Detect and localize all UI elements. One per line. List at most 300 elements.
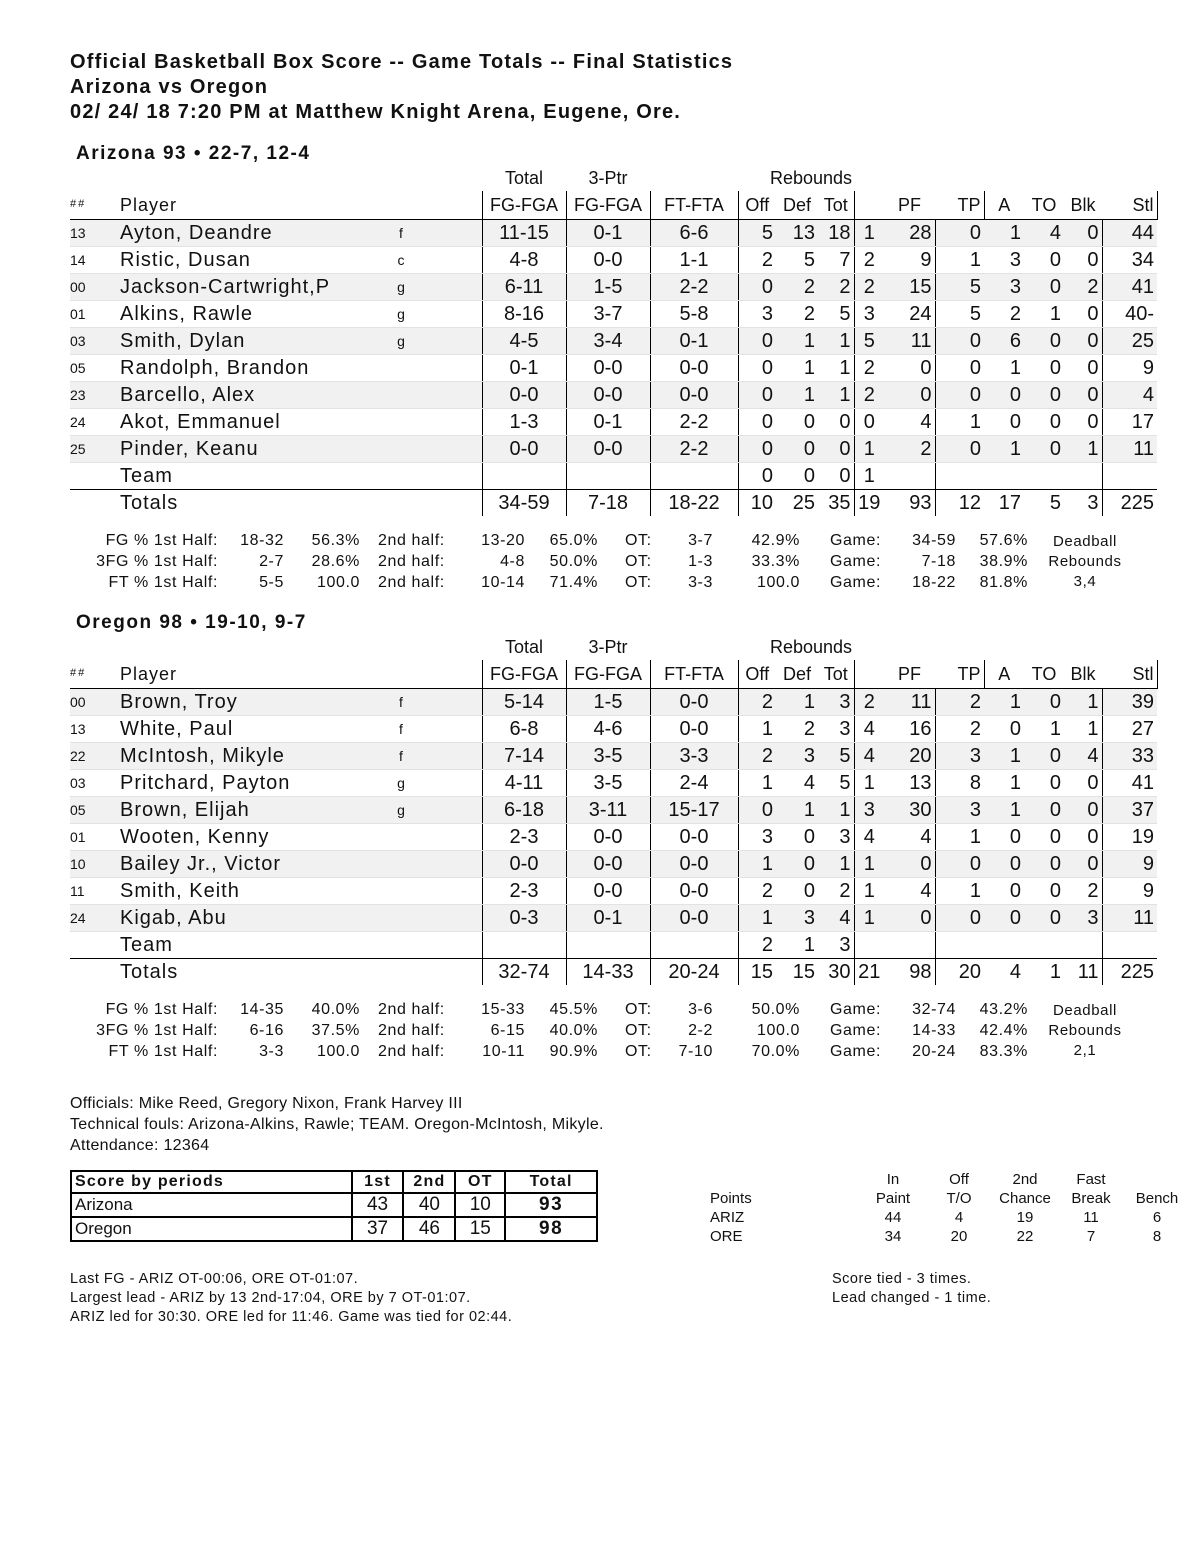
blocks: 0 (1024, 409, 1064, 436)
personal-fouls: 2 (854, 247, 884, 274)
jersey-number: 10 (70, 851, 116, 878)
points-value: 11 (1083, 1209, 1099, 1226)
tot-reb: 3 (818, 824, 854, 851)
spacer (410, 328, 482, 355)
player-name: Smith, Keith (116, 878, 392, 905)
minutes: 11 (1102, 905, 1157, 932)
turnovers: 1 (984, 797, 1024, 824)
tot-reb: 3 (818, 689, 854, 716)
total-label: Total (504, 168, 544, 188)
ot-pct: 70.0% (751, 1043, 800, 1060)
player-name: Brown, Troy (116, 689, 392, 716)
first-half-pct: 100.0 (316, 574, 360, 591)
ft-fta: 1-1 (650, 247, 738, 274)
player-name: White, Paul (116, 716, 392, 743)
spacer (482, 932, 566, 959)
deadball-value: 3,4 (1073, 573, 1097, 590)
personal-fouls: 1 (854, 436, 884, 463)
lead-changed: Lead changed - 1 time. (832, 1290, 992, 1306)
spacer (410, 797, 482, 824)
blocks: 0 (1024, 878, 1064, 905)
steals: 0 (1064, 382, 1102, 409)
spacer (884, 463, 935, 490)
tot-reb: 2 (818, 878, 854, 905)
ft-fta: 18-22 (650, 490, 738, 517)
tot-reb: 3 (818, 932, 854, 959)
second-half-made: 10-14 (481, 574, 525, 591)
ft-fta: 2-2 (650, 436, 738, 463)
game-made: 7-18 (921, 553, 956, 570)
fg3-fga: 3-4 (566, 328, 650, 355)
fg3-fga: 0-0 (566, 247, 650, 274)
col-blk: Blk (1064, 660, 1102, 689)
assists: 3 (935, 797, 984, 824)
turnovers: 0 (984, 409, 1024, 436)
game-pct: 57.6% (979, 532, 1028, 549)
turnovers: 2 (984, 301, 1024, 328)
personal-fouls: 21 (858, 961, 881, 983)
off-reb: 0 (738, 328, 776, 355)
def-reb: 25 (792, 492, 815, 514)
col-num: ## (70, 191, 116, 220)
col-player: Player (116, 191, 392, 220)
fg3-fga: 0-0 (566, 878, 650, 905)
minutes: 225 (1120, 961, 1155, 983)
minutes: 225 (1120, 492, 1155, 514)
score-total: 98 (505, 1217, 597, 1241)
total-label: Total (504, 637, 544, 657)
second-half-pct: 90.9% (549, 1043, 598, 1060)
tot-reb: 5 (818, 770, 854, 797)
second-half-label: 2nd half: (378, 1022, 445, 1039)
ot-made: 2-2 (688, 1022, 713, 1039)
col-def: Def (776, 191, 818, 220)
spacer (884, 932, 935, 959)
total-points: 30 (884, 797, 935, 824)
score-row-oregon (71, 1217, 597, 1241)
period-total-label: Total (505, 1171, 597, 1193)
personal-fouls: 1 (854, 463, 884, 490)
game-pct: 38.9% (979, 553, 1028, 570)
oregon-percentages (70, 1001, 1140, 1067)
score-by-periods-table (70, 1170, 598, 1242)
second-half-pct: 45.5% (549, 1001, 598, 1018)
blocks: 0 (1024, 274, 1064, 301)
three-ptr-label: 3-Ptr (588, 168, 628, 188)
three-ptr-label: 3-Ptr (588, 637, 628, 657)
deadball-label: Deadball (1052, 1002, 1117, 1019)
ft-fta: 0-1 (650, 328, 738, 355)
player-row (70, 382, 1157, 409)
position (392, 878, 410, 905)
player-name: Pinder, Keanu (116, 436, 392, 463)
position: c (392, 247, 410, 274)
spacer (70, 959, 116, 986)
spacer (410, 905, 482, 932)
blocks: 0 (1024, 247, 1064, 274)
def-reb: 0 (776, 878, 818, 905)
pct-label: FG % 1st Half: (105, 1001, 218, 1018)
steals: 0 (1064, 851, 1102, 878)
jersey-number: 05 (70, 355, 116, 382)
jersey-number: 14 (70, 247, 116, 274)
steals: 0 (1064, 301, 1102, 328)
first-half-pct: 56.3% (311, 532, 360, 549)
steals: 0 (1064, 355, 1102, 382)
def-reb: 0 (776, 409, 818, 436)
points-value: 4 (954, 1209, 964, 1226)
steals: 0 (1064, 247, 1102, 274)
points-value: 19 (1016, 1209, 1034, 1226)
minutes: 40- (1102, 301, 1157, 328)
personal-fouls: 1 (854, 905, 884, 932)
personal-fouls: 3 (854, 301, 884, 328)
col-tot: Tot (818, 191, 854, 220)
spacer (70, 490, 116, 517)
col-blk: Blk (1064, 191, 1102, 220)
player-row (70, 689, 1157, 716)
minutes: 11 (1102, 436, 1157, 463)
fg-fga: 6-8 (482, 716, 566, 743)
pct-row-fg3 (70, 1022, 1130, 1043)
score-by-periods-label: Score by periods (71, 1171, 352, 1193)
tot-reb: 4 (818, 905, 854, 932)
player-name: Bailey Jr., Victor (116, 851, 392, 878)
turnovers: 1 (984, 743, 1024, 770)
col-fg: FG-FGA (482, 660, 566, 689)
tot-reb: 2 (818, 274, 854, 301)
stl-label: Stl (1132, 664, 1154, 684)
points-header-line2: Paint (875, 1190, 911, 1207)
tot-reb: 0 (818, 409, 854, 436)
off-reb: 2 (738, 932, 776, 959)
game-label: Game: (830, 553, 882, 570)
turnovers: 3 (984, 247, 1024, 274)
col-num: ## (70, 660, 116, 689)
assists: 12 (958, 492, 982, 514)
col-to: TO (1024, 660, 1064, 689)
ot-made: 7-10 (678, 1043, 713, 1060)
steals: 0 (1064, 328, 1102, 355)
totals-label: Totals (120, 961, 179, 983)
points-value: 44 (884, 1209, 902, 1226)
off-reb: 2 (738, 689, 776, 716)
tot-reb: 7 (818, 247, 854, 274)
spacer (410, 274, 482, 301)
steals: 1 (1064, 436, 1102, 463)
matchup: Arizona vs Oregon (70, 76, 269, 98)
steals: 1 (1064, 689, 1102, 716)
pct-label: FG % 1st Half: (105, 532, 218, 549)
minutes: 4 (1102, 382, 1157, 409)
second-half-pct: 65.0% (549, 532, 598, 549)
assists: 2 (935, 716, 984, 743)
jersey-number: 01 (70, 301, 116, 328)
total-points: 24 (884, 301, 935, 328)
assists: 0 (935, 220, 984, 247)
spacer (566, 463, 650, 490)
steals: 0 (1064, 824, 1102, 851)
second-half-made: 4-8 (500, 553, 525, 570)
total-points: 4 (884, 824, 935, 851)
tot-reb: 0 (818, 463, 854, 490)
def-reb: 1 (776, 328, 818, 355)
total-points: 98 (884, 959, 935, 986)
points-value: 7 (1086, 1228, 1096, 1245)
player-name: Barcello, Alex (116, 382, 392, 409)
jersey-number: 11 (70, 878, 116, 905)
second-half-made: 13-20 (481, 532, 525, 549)
points-value: 34 (884, 1228, 902, 1245)
jersey-number: 03 (70, 770, 116, 797)
points-header-line1: Off (949, 1171, 969, 1188)
fg-fga: 0-0 (482, 382, 566, 409)
personal-fouls: 1 (854, 220, 884, 247)
spacer (984, 932, 1024, 959)
pct-row-fg3 (70, 553, 1130, 574)
ft-fta: 0-0 (650, 689, 738, 716)
total-points: 2 (884, 436, 935, 463)
first-half-pct: 40.0% (311, 1001, 360, 1018)
minutes: 39 (1102, 689, 1157, 716)
col-off: Off (738, 191, 776, 220)
blocks: 0 (1024, 851, 1064, 878)
game-made: 20-24 (912, 1043, 956, 1060)
def-reb: 2 (776, 716, 818, 743)
off-reb: 0 (738, 797, 776, 824)
def-reb: 1 (776, 355, 818, 382)
off-reb: 1 (738, 716, 776, 743)
spacer (410, 463, 482, 490)
fg3-fga: 4-6 (566, 716, 650, 743)
technical-fouls: Technical fouls: Arizona-Alkins, Rawle; TEAM. Oregon-McIntosh, Mikyle. (70, 1116, 604, 1133)
position: g (392, 797, 410, 824)
second-half-label: 2nd half: (378, 1001, 445, 1018)
total-points: 0 (884, 382, 935, 409)
second-half-made: 6-15 (490, 1022, 525, 1039)
spacer (70, 463, 116, 490)
col-to: TO (1024, 191, 1064, 220)
col-fg3: FG-FGA (566, 660, 650, 689)
off-reb: 1 (738, 770, 776, 797)
blocks: 1 (1024, 716, 1064, 743)
def-reb: 2 (776, 301, 818, 328)
player-row (70, 797, 1157, 824)
first-half-pct: 28.6% (311, 553, 360, 570)
col-off: Off (738, 660, 776, 689)
steals: 0 (1064, 409, 1102, 436)
player-name: Alkins, Rawle (116, 301, 392, 328)
blocks: 0 (1024, 382, 1064, 409)
player-name: McIntosh, Mikyle (116, 743, 392, 770)
def-reb: 0 (776, 851, 818, 878)
game-pct: 42.4% (979, 1022, 1028, 1039)
pct-row-ft (70, 1043, 1130, 1064)
steals: 4 (1064, 743, 1102, 770)
personal-fouls: 0 (854, 409, 884, 436)
spacer (410, 878, 482, 905)
minutes: 37 (1102, 797, 1157, 824)
def-reb: 13 (776, 220, 818, 247)
spacer (410, 716, 482, 743)
steals: 0 (1064, 797, 1102, 824)
steals: 0 (1064, 770, 1102, 797)
ft-fta: 0-0 (650, 355, 738, 382)
spacer (410, 959, 482, 986)
game-label: Game: (830, 532, 882, 549)
personal-fouls: 1 (854, 770, 884, 797)
ot-made: 3-7 (688, 532, 713, 549)
team-row (70, 463, 1157, 490)
spacer (410, 409, 482, 436)
def-reb: 15 (792, 961, 815, 983)
player-name: Randolph, Brandon (116, 355, 392, 382)
off-reb: 3 (738, 301, 776, 328)
personal-fouls: 4 (854, 824, 884, 851)
off-reb: 0 (738, 463, 776, 490)
tot-reb: 3 (818, 716, 854, 743)
tot-reb: 5 (818, 301, 854, 328)
player-name: Pritchard, Payton (116, 770, 392, 797)
fg-fga: 4-11 (482, 770, 566, 797)
spacer (392, 463, 410, 490)
minutes: 44 (1102, 220, 1157, 247)
assists: 0 (935, 355, 984, 382)
ft-fta: 0-0 (650, 824, 738, 851)
player-row (70, 355, 1157, 382)
player-row (70, 716, 1157, 743)
first-half-made: 6-16 (249, 1022, 284, 1039)
pct-row-fg (70, 1001, 1130, 1022)
total-points: 28 (884, 220, 935, 247)
position: f (392, 220, 410, 247)
fg3-fga: 7-18 (566, 490, 650, 517)
total-points: 4 (884, 878, 935, 905)
off-reb: 2 (738, 878, 776, 905)
blocks: 4 (1024, 220, 1064, 247)
player-row (70, 770, 1157, 797)
assists: 0 (935, 328, 984, 355)
ft-fta: 0-0 (650, 382, 738, 409)
tot-reb: 30 (818, 959, 854, 986)
fg-fga: 7-14 (482, 743, 566, 770)
fg3-fga: 0-0 (566, 824, 650, 851)
score-team: Arizona (71, 1193, 352, 1217)
ft-fta: 0-0 (650, 905, 738, 932)
position (392, 409, 410, 436)
ot-label: OT: (625, 1001, 652, 1018)
second-half-pct: 50.0% (549, 553, 598, 570)
player-row (70, 409, 1157, 436)
assists: 1 (935, 878, 984, 905)
spacer (1024, 932, 1064, 959)
fg3-fga: 0-0 (566, 436, 650, 463)
col-fg3: FG-FGA (566, 191, 650, 220)
arizona-box-table (70, 165, 1157, 516)
second-half-label: 2nd half: (378, 553, 445, 570)
period-2-label: 2nd (403, 1171, 455, 1193)
jersey-number: 00 (70, 689, 116, 716)
ft-fta: 5-8 (650, 301, 738, 328)
assists: 0 (935, 851, 984, 878)
ot-pct: 50.0% (751, 1001, 800, 1018)
ft-fta: 0-0 (650, 878, 738, 905)
blocks: 1 (1049, 961, 1062, 983)
second-half-made: 15-33 (481, 1001, 525, 1018)
fg3-fga: 0-1 (566, 409, 650, 436)
total-points: 0 (884, 851, 935, 878)
spacer (1064, 463, 1102, 490)
position (392, 905, 410, 932)
col-tp: TP (935, 191, 984, 220)
ft-fta: 6-6 (650, 220, 738, 247)
fg3-fga: 3-5 (566, 743, 650, 770)
blocks: 1 (1024, 301, 1064, 328)
def-reb: 1 (776, 689, 818, 716)
player-row (70, 824, 1157, 851)
score-p1: 43 (352, 1193, 404, 1217)
col-ft: FT-FTA (650, 660, 738, 689)
off-reb: 10 (738, 490, 776, 517)
spacer (410, 851, 482, 878)
game-notes (70, 1093, 1140, 1156)
fg-fga: 6-18 (482, 797, 566, 824)
points-label: Points (710, 1190, 752, 1207)
def-reb: 0 (776, 824, 818, 851)
spacer (1024, 463, 1064, 490)
game-date-venue: 02/ 24/ 18 7:20 PM at Matthew Knight Arena, Eugene, Ore. (70, 101, 682, 123)
off-reb: 2 (738, 743, 776, 770)
jersey-number: 22 (70, 743, 116, 770)
assists: 1 (935, 247, 984, 274)
spacer (410, 743, 482, 770)
ft-fta: 0-0 (650, 851, 738, 878)
period-ot-label: OT (455, 1171, 505, 1193)
player-row (70, 274, 1157, 301)
position (392, 851, 410, 878)
blocks: 0 (1024, 689, 1064, 716)
col-a: A (984, 660, 1024, 689)
off-reb: 2 (738, 247, 776, 274)
arizona-title: Arizona 93 • 22-7, 12-4 (76, 143, 311, 164)
spacer (392, 490, 410, 517)
tot-reb: 1 (818, 382, 854, 409)
turnovers: 0 (984, 878, 1024, 905)
points-team-ariz: ARIZ (710, 1209, 745, 1226)
position (392, 382, 410, 409)
ot-pct: 100.0 (756, 574, 800, 591)
player-name: Akot, Emmanuel (116, 409, 392, 436)
first-half-made: 14-35 (240, 1001, 284, 1018)
position: f (392, 689, 410, 716)
def-reb: 1 (776, 932, 818, 959)
personal-fouls: 1 (854, 851, 884, 878)
pct-row-fg (70, 532, 1130, 553)
def-reb: 3 (776, 905, 818, 932)
pct-label: 3FG % 1st Half: (96, 1022, 218, 1039)
points-header-line2: Chance (999, 1190, 1051, 1207)
spacer (410, 490, 482, 517)
player-name: Smith, Dylan (116, 328, 392, 355)
second-half-label: 2nd half: (378, 1043, 445, 1060)
game-pct: 81.8% (979, 574, 1028, 591)
off-reb: 5 (738, 220, 776, 247)
player-row (70, 878, 1157, 905)
rebounds-word: Rebounds (1048, 1022, 1122, 1039)
game-made: 34-59 (912, 532, 956, 549)
personal-fouls: 2 (854, 355, 884, 382)
totals-row (70, 959, 1157, 986)
